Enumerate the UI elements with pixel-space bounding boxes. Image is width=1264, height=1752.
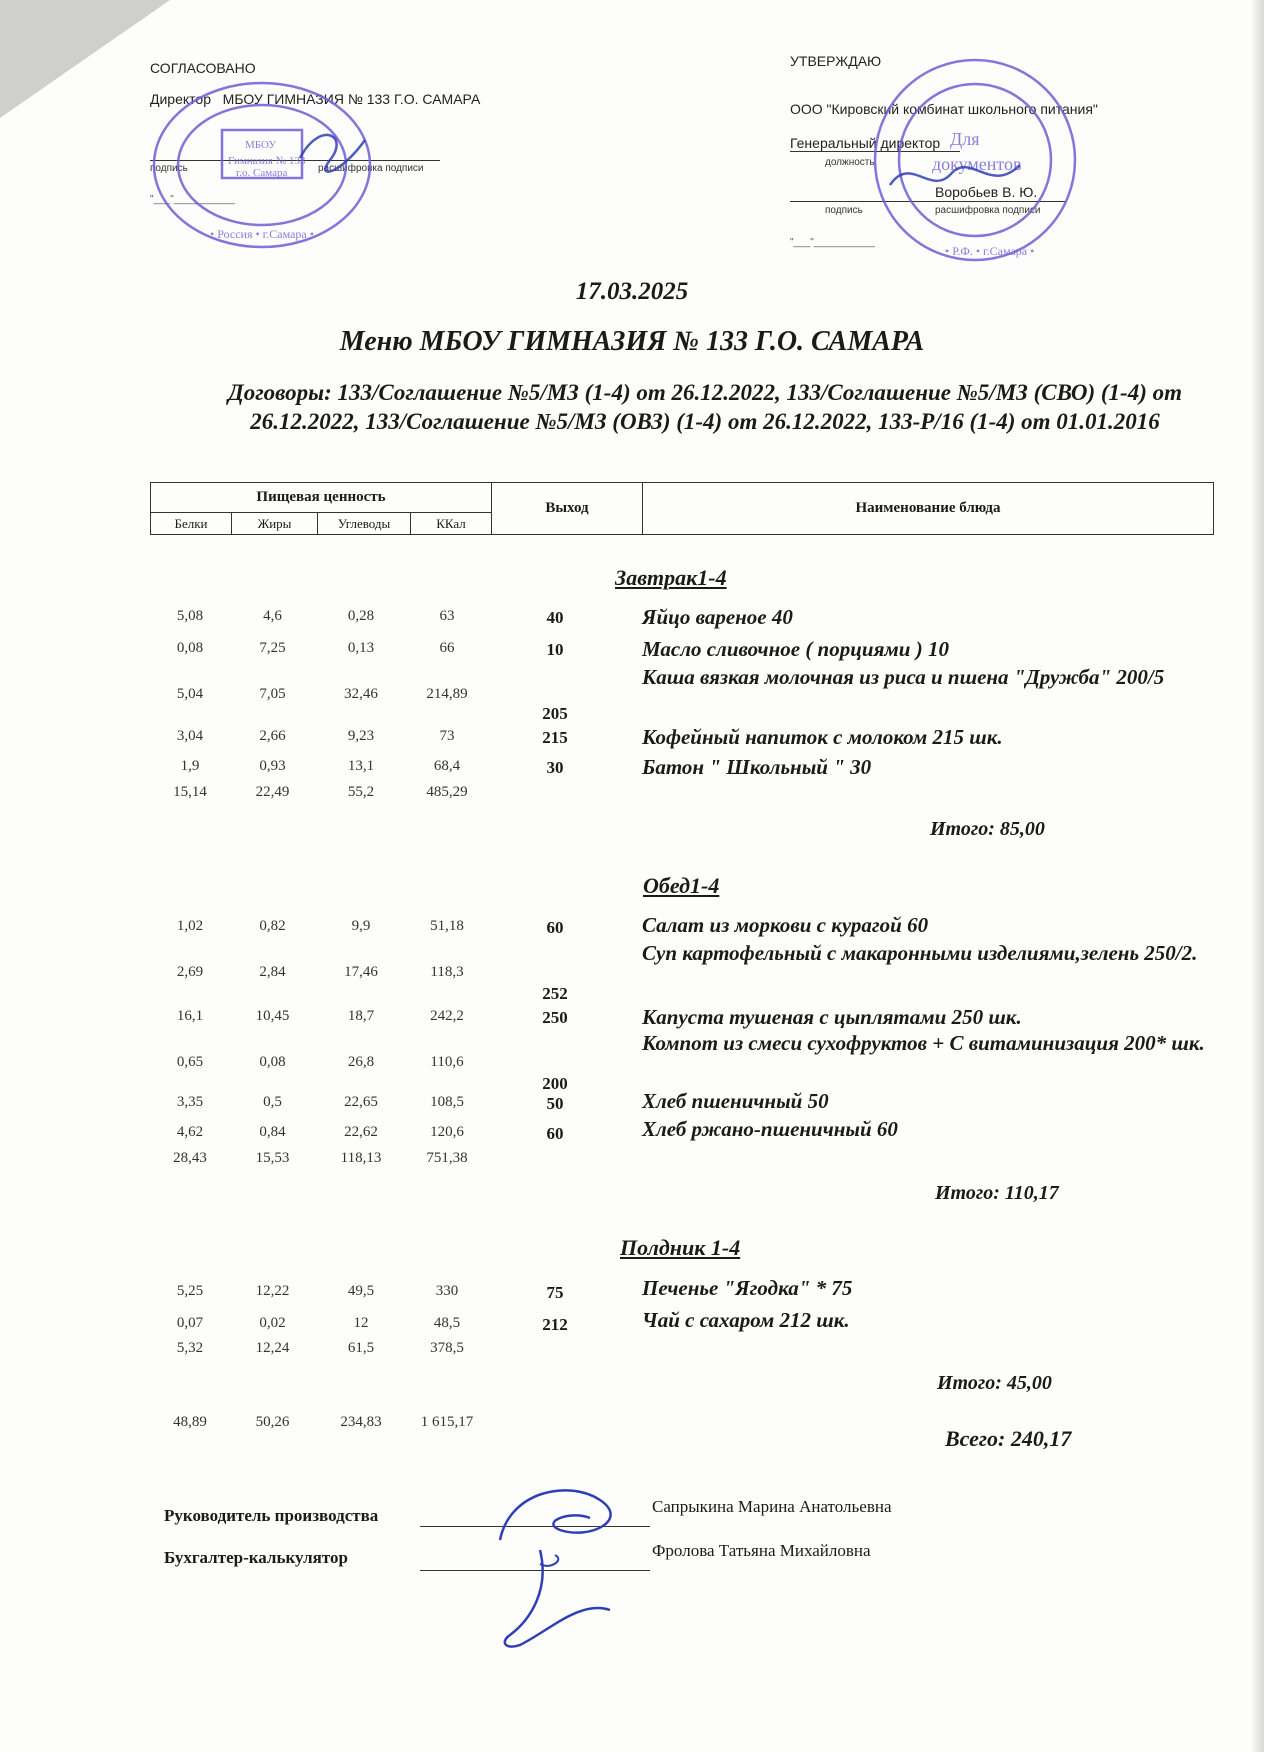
protein-total: 15,14 [173,784,207,800]
fat-value: 0,93 [259,758,286,774]
fat-value: 12,22 [255,1283,290,1299]
kcal-value: 110,6 [430,1054,464,1070]
output-value: 215 [542,728,568,747]
output-value: 10 [546,640,564,659]
protein-value: 0,65 [176,1054,204,1070]
snack-section-title: Полдник 1-4 [620,1235,741,1260]
contracts-text: Договоры: 133/Соглашение №5/МЗ (1-4) от 26.12.2022, 133/Соглашение №5/МЗ (СВО) (1-4) от 26.12.2022, 133/Соглашение №5/МЗ (ОВЗ) (1-4) от 26.12.2022, 133-Р/16 (1-4) от 01.01.2016 [227,380,1183,434]
carbs-value: 0,13 [347,640,375,656]
dish-name: Хлеб ржано-пшеничный 60 [642,1117,898,1141]
dish-name: Хлеб пшеничный 50 [642,1089,829,1113]
dish-name: Суп картофельный с макаронными изделиями,зелень 250/2. [642,941,1198,965]
kcal-value: 120,6 [430,1124,464,1140]
carbs-total: 118,13 [340,1150,382,1166]
kcal-value: 214,89 [426,686,468,702]
output-value: 205 [542,704,568,723]
output-value: 60 [546,918,564,937]
svg-text:документов: документов [932,154,1022,174]
dish-name: Кофейный напиток с молоком 215 шк. [642,725,1003,749]
fat-value: 7,05 [259,686,286,702]
dish-name: Капуста тушеная с цыплятами 250 шк. [642,1005,1022,1029]
fat-value: 10,45 [255,1008,290,1024]
breakfast-itogo: Итого: 85,00 [930,818,1045,840]
output-value: 50 [546,1094,564,1113]
kcal-value: 242,2 [430,1008,464,1024]
approval-left-heading: СОГЛАСОВАНО [150,60,256,76]
approval-right-organization: ООО "Кировский комбинат школьного питания" [790,101,1098,117]
svg-text:• Россия • г.Самара •: • Россия • г.Самара • [210,227,314,241]
carbs-value: 49,5 [347,1283,375,1299]
svg-text:Гимназия № 133: Гимназия № 133 [228,155,306,167]
fat-grand-total: 50,26 [255,1414,290,1430]
school-name: МБОУ ГИМНАЗИЯ № 133 Г.О. САМАРА [222,91,481,107]
grand-total-label: Всего: 240,17 [945,1426,1072,1451]
kcal-value: 63 [439,608,455,624]
menu-date: 17.03.2025 [575,278,689,305]
output-value: 212 [542,1315,568,1334]
breakfast-section-title: Завтрак1-4 [615,565,727,590]
carbs-value: 17,46 [344,964,378,980]
section-total-row [150,1340,1214,1370]
approval-right-heading: УТВЕРЖДАЮ [790,53,882,69]
carbs-value: 9,23 [347,728,375,744]
kcal-value: 118,3 [430,964,464,980]
protein-value: 5,08 [176,608,204,624]
kcal-grand-total: 1 615,17 [420,1414,474,1430]
nutrition-header: Пищевая ценность [151,483,492,513]
carbs-value: 26,8 [347,1054,375,1070]
kcal-total: 378,5 [430,1340,464,1356]
output-value: 200 [542,1074,568,1093]
carbs-total: 61,5 [347,1340,375,1356]
protein-value: 2,69 [176,964,204,980]
protein-value: 16,1 [176,1008,204,1024]
fat-value: 0,82 [259,918,286,934]
protein-value: 5,04 [176,686,204,702]
dish-name: Чай с сахаром 212 шк. [642,1308,850,1332]
lunch-section-title: Обед1-4 [643,873,720,898]
dish-name: Яйцо вареное 40 [642,605,793,629]
dish-name: Каша вязкая молочная из риса и пшена "Дружба" 200/5 [642,665,1165,689]
kcal-total: 485,29 [426,784,468,800]
fat-value: 4,6 [263,608,282,624]
protein-value: 5,25 [176,1283,204,1299]
carbs-value: 13,1 [347,758,375,774]
output-value: 252 [542,984,568,1003]
carbs-value: 22,62 [344,1124,378,1140]
fat-value: 0,02 [259,1315,286,1331]
kcal-value: 51,18 [430,918,464,934]
kcal-value: 330 [435,1283,459,1299]
svg-text:г.о. Самара: г.о. Самара [236,167,288,179]
kcal-value: 73 [439,728,455,744]
fat-total: 15,53 [255,1150,290,1166]
protein-value: 1,02 [176,918,204,934]
protein-value: 1,9 [180,758,200,774]
carbs-value: 9,9 [351,918,371,934]
svg-text:МБОУ: МБОУ [245,139,277,151]
carbs-grand-total: 234,83 [340,1414,382,1430]
carbs-value: 0,28 [347,608,375,624]
fat-value: 0,84 [259,1124,286,1140]
fat-total: 12,24 [255,1340,290,1356]
approval-right-decode-label: расшифровка подписи [935,205,1041,216]
approval-right-sign-label: подпись [825,205,863,216]
protein-value: 0,07 [176,1315,204,1331]
dish-name: Компот из смеси сухофруктов + С витаминизация 200* шк. [642,1031,1205,1055]
protein-header: Белки [151,513,232,535]
section-total-row [150,784,1214,814]
output-value: 75 [546,1283,564,1302]
table-row [150,605,1214,638]
kcal-value: 108,5 [430,1094,464,1110]
carbs-value: 22,65 [344,1094,378,1110]
kcal-value: 48,5 [433,1315,461,1331]
output-header: Выход [492,483,643,535]
kcal-value: 68,4 [433,758,461,774]
protein-total: 5,32 [176,1340,204,1356]
carbs-value: 18,7 [347,1008,375,1024]
approval-left-sign-label: подпись [150,163,188,174]
output-value: 40 [546,608,564,627]
handwritten-signature [480,1460,640,1660]
svg-text:Для: Для [950,129,980,149]
output-value: 30 [546,758,564,777]
approval-right-date-line: "___"___________ [790,237,875,248]
accountant-name: Фролова Татьяна Михайловна [652,1541,871,1560]
fat-value: 0,5 [263,1094,282,1110]
fat-value: 2,66 [259,728,286,744]
protein-value: 3,35 [176,1094,204,1110]
dish-name: Батон " Школьный " 30 [642,755,872,779]
snack-itogo: Итого: 45,00 [937,1372,1052,1394]
page-title: Меню МБОУ ГИМНАЗИЯ № 133 Г.О. САМАРА [339,326,925,357]
lunch-itogo: Итого: 110,17 [935,1182,1059,1204]
kcal-header: ККал [411,513,492,535]
carbs-total: 55,2 [347,784,375,800]
kcal-total: 751,38 [426,1150,468,1166]
production-head-role: Руководитель производства [164,1506,379,1525]
production-head-name: Сапрыкина Марина Анатольевна [652,1497,892,1516]
approval-left-decode-label: расшифровка подписи [318,163,424,174]
svg-text:• Р.Ф. • г.Самара •: • Р.Ф. • г.Самара • [945,244,1035,258]
protein-total: 28,43 [173,1150,207,1166]
dish-name: Масло сливочное ( порциями ) 10 [642,637,949,661]
approval-right-position: Генеральный директор [790,135,960,152]
output-value: 60 [546,1124,564,1143]
fat-total: 22,49 [255,784,290,800]
company-round-stamp [870,45,1080,275]
fat-value: 7,25 [259,640,286,656]
carbs-header: Углеводы [318,513,411,535]
protein-value: 3,04 [176,728,204,744]
scan-fold-corner [0,0,170,118]
dish-name: Печенье "Ягодка" * 75 [642,1276,853,1300]
output-value: 250 [542,1008,568,1027]
protein-value: 0,08 [176,640,204,656]
dish-header: Наименование блюда [643,483,1214,535]
carbs-value: 32,46 [344,686,378,702]
fat-value: 2,84 [259,964,286,980]
dish-name: Салат из моркови с курагой 60 [642,913,929,937]
fat-header: Жиры [232,513,318,535]
section-total-row [150,1150,1214,1180]
accountant-role: Бухгалтер-калькулятор [164,1548,348,1567]
school-round-stamp [150,80,375,250]
menu-table-header [150,482,1214,535]
approval-right-position-label: должность [825,157,875,168]
fat-value: 0,08 [259,1054,286,1070]
approval-left-date-line: "___"___________ [150,194,235,205]
protein-value: 4,62 [176,1124,204,1140]
protein-grand-total: 48,89 [173,1414,207,1430]
kcal-value: 66 [439,640,455,656]
carbs-value: 12 [353,1315,369,1331]
approval-right-signer: Воробьев В. Ю. [935,184,1038,200]
scan-edge-shadow [1250,0,1264,1752]
director-label: Директор [150,91,211,107]
